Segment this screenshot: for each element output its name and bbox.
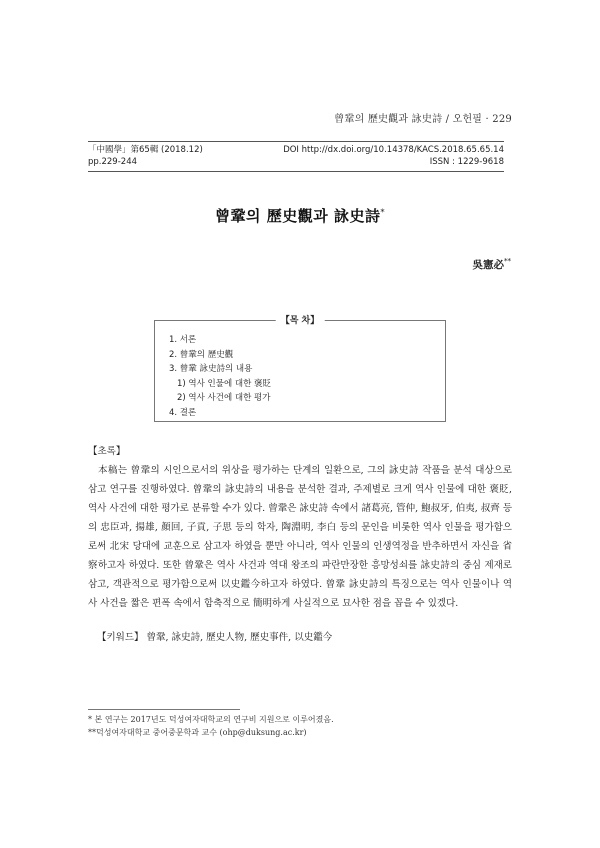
toc-heading: 【목 차】 bbox=[276, 313, 325, 326]
footnote-funding: * 본 연구는 2017년도 덕성여자대학교의 연구비 지원으로 이루어졌음. bbox=[88, 715, 334, 724]
footnote-divider bbox=[88, 709, 240, 710]
issn: ISSN : 1229-9618 bbox=[429, 157, 504, 167]
toc-item: 4. 결론 bbox=[169, 407, 197, 418]
page-range: pp.229-244 bbox=[88, 157, 138, 167]
table-of-contents bbox=[154, 316, 446, 422]
journal-issue: 「中國學」第65輯 (2018.12) bbox=[88, 145, 203, 155]
paper-title bbox=[0, 205, 600, 226]
toc-item: 1. 서론 bbox=[169, 335, 197, 345]
author-footnote-mark: ** bbox=[504, 257, 511, 266]
keywords: 【키워드】 曾鞏, 詠史詩, 歷史人物, 歷史事件, 以史鑑今 bbox=[97, 632, 333, 643]
toc-item: 2. 曾鞏의 歷史觀 bbox=[169, 349, 234, 360]
footnotes bbox=[88, 713, 334, 739]
toc-item: 3. 曾鞏 詠史詩의 내용 bbox=[169, 364, 253, 374]
toc-list bbox=[169, 333, 271, 420]
author-name bbox=[473, 257, 512, 272]
abstract-section bbox=[88, 442, 512, 613]
abstract-heading: 【초록】 bbox=[88, 446, 126, 457]
journal-meta-box bbox=[88, 141, 504, 172]
doi-link[interactable]: DOI http://dx.doi.org/10.14378/KACS.2018.65.65.14 bbox=[283, 145, 504, 155]
author-name-text: 吳憲必 bbox=[472, 259, 504, 271]
toc-subitem: 1) 역사 인물에 대한 褒貶 bbox=[177, 378, 272, 389]
title-footnote-mark: * bbox=[380, 208, 385, 217]
toc-subitem: 2) 역사 사건에 대한 평가 bbox=[177, 393, 271, 403]
running-header: 曾鞏의 歷史觀과 詠史詩 / 오헌필 · 229 bbox=[334, 114, 512, 125]
abstract-body: 本稿는 曾鞏의 시인으로서의 위상을 평가하는 단계의 일환으로, 그의 詠史詩 작품을 분석 대상으로 삼고 연구를 진행하였다. 曾鞏의 詠史詩의 내용을 분석한 결과, 주제별로 크게 역사 인물에 대한 褒貶, 역사 사건에 대한 평가로 분류할 수가 있다. 曾鞏은 詠史詩 속에서 諸葛亮, 管仲, 鮑叔牙, 伯夷, 叔齊 등의 忠臣과, 揚雄, 顏回, 子貢, 子思 등의 학자, 陶淵明, 李白 등의 문인을 비롯한 역사 인물을 평가함으로써 北宋 당대에 교훈으로 삼고자 하였을 뿐만 아니라, 역사 인물의 인생역정을 반추하면서 자신을 省察하고자 하였다. 또한 曾鞏은 역사 사건과 역대 왕조의 파란만장한 흥망성쇠를 詠史詩의 중심 제재로 삼고, 객관적으로 평가함으로써 以史鑑今하고자 하였다. 曾鞏 詠史詩의 특징으로는 역사 인물이나 역사 사건을 짧은 편폭 속에서 함축적으로 簡明하게 사실적으로 묘사한 점을 꼽을 수 있겠다. bbox=[88, 465, 512, 609]
paper-title-text: 曾鞏의 歷史觀과 詠史詩 bbox=[215, 207, 381, 225]
footnote-affiliation: **덕성여자대학교 중어중문학과 교수 (ohp@duksung.ac.kr) bbox=[88, 728, 307, 737]
